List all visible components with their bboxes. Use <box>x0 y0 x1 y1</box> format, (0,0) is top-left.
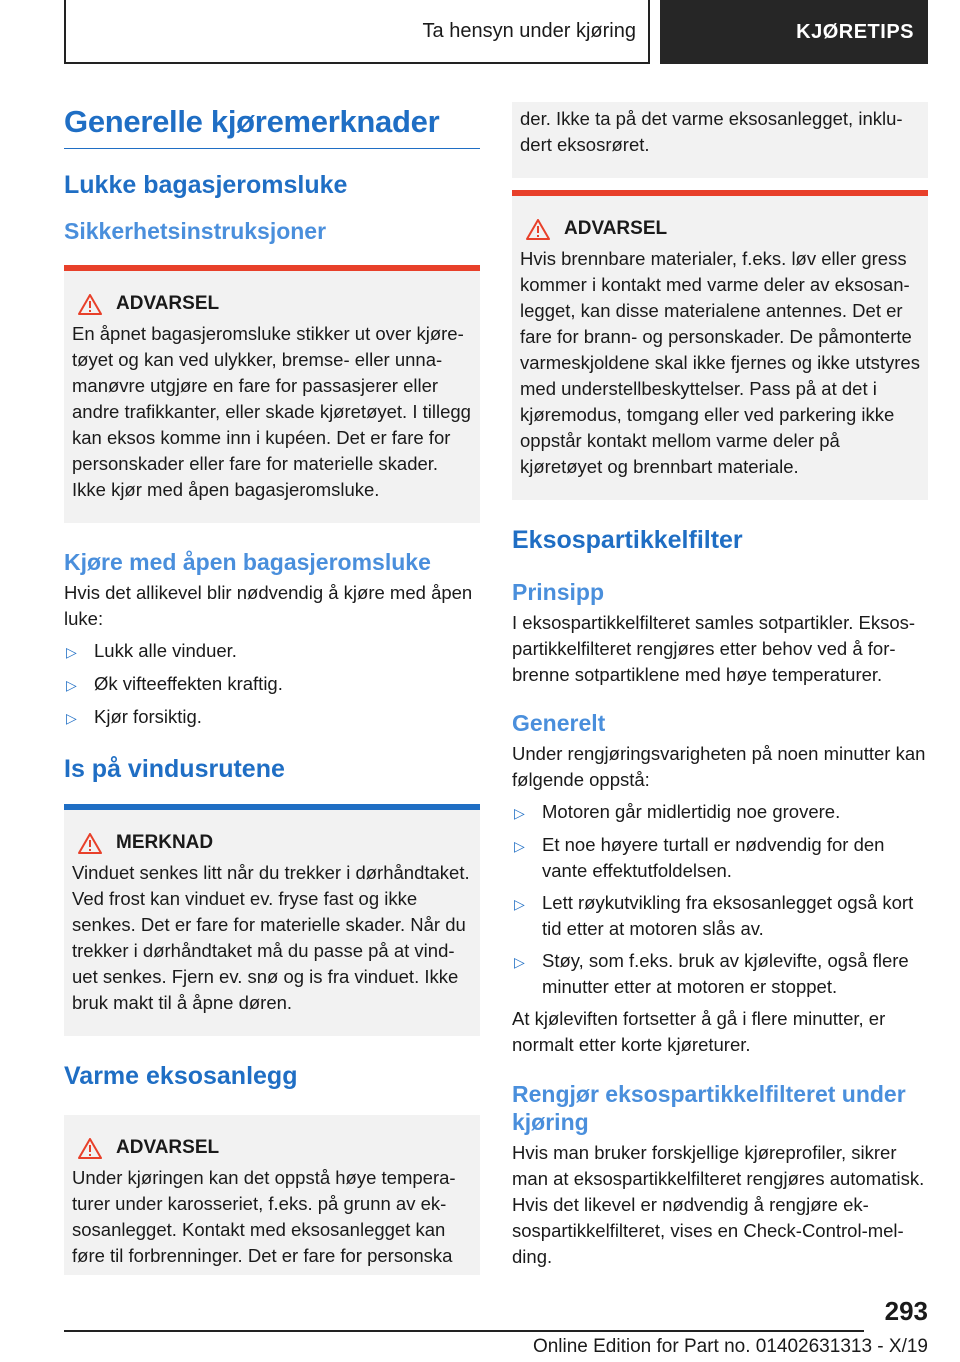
paragraph-generelt: Under rengjøringsvarigheten på noen minutter kan følgende oppstå: <box>512 743 926 790</box>
warning-title <box>520 218 920 240</box>
heading-eksospartikkelfilter: Eksospartikkelfilter <box>512 526 743 554</box>
warning-triangle-icon <box>78 833 102 854</box>
triangle-bullet-icon: ▷ <box>66 710 77 726</box>
heading-varme-eksosanlegg: Varme eksosanlegg <box>64 1062 298 1090</box>
warning-text: Hvis brennbare materialer, f.eks. løv eller gress kommer i kontakt med varme deler av eksosanlegget, kan disse materialene antennes. Det er fare for brann- og personskader. De påmonterte varmeskjoldene skal ikke fjernes og ikke utstyres med understellbeskyttelser. Pass på at det i kjøremodus, tomgang eller ved parkering ikke oppstår kontakt mellom varme deler på kjøretøyet og brennbart materiale. <box>520 248 920 477</box>
paragraph-rengjor: Hvis man bruker forskjellige kjøreprofiler, sikrer man at eksospartikkelfilteret rengjøres automatisk. Hvis det likevel er nødvendig å rengjøre eksospartikkelfilteret, vises en Check-Control-melding. <box>512 1142 925 1267</box>
list-generelt <box>512 799 928 1000</box>
heading-sikkerhetsinstruksjoner: Sikkerhetsinstruksjoner <box>64 218 327 244</box>
page-number: 293 <box>884 1296 928 1326</box>
triangle-bullet-icon: ▷ <box>66 677 77 693</box>
heading-generelt: Generelt <box>512 710 606 736</box>
warning-box-eksos-continued <box>512 102 928 178</box>
warning-box-eksos <box>64 1115 480 1275</box>
list-item: ▷ Lukk alle vinduer. <box>64 638 480 665</box>
paragraph-kjore-med-apen: Hvis det allikevel blir nødvendig å kjøre med åpen luke: <box>64 582 473 629</box>
warning-text-continued: der. Ikke ta på det varme eksosanlegget, inkludert eksosrøret. <box>520 108 903 155</box>
footer-divider <box>64 1330 864 1332</box>
list-item: ▷ Motoren går midlertidig noe grovere. <box>512 799 928 826</box>
footer-edition: Online Edition for Part no. 01402631313 - X/19 <box>532 1336 928 1357</box>
triangle-bullet-icon: ▷ <box>514 896 525 912</box>
warning-box-brennbare <box>512 190 928 500</box>
triangle-bullet-icon: ▷ <box>514 838 525 854</box>
warning-triangle-icon <box>78 1138 102 1159</box>
section-title: Ta hensyn under kjøring <box>64 0 650 64</box>
warning-text: Under kjøringen kan det oppstå høye temperaturer under karosseriet, f.eks. på grunn av eksosanlegget. Kontakt med eksosanlegget kan føre til forbrenninger. Det er fare for personska <box>72 1167 456 1266</box>
note-title <box>72 832 472 854</box>
chapter-title: KJØRETIPS <box>660 0 928 64</box>
warning-triangle-icon <box>526 219 550 240</box>
list-item: ▷ Kjør forsiktig. <box>64 704 480 731</box>
warning-label: ADVARSEL <box>116 293 220 314</box>
list-kjore-med-apen <box>64 638 480 731</box>
list-item: ▷ Lett røykutvikling fra eksosanlegget også kort tid etter at motoren slås av. <box>512 890 928 942</box>
warning-box-bagasjeromsluke <box>64 265 480 523</box>
note-text: Vinduet senkes litt når du trekker i dørhåndtaket. Ved frost kan vinduet ev. fryse fast og ikke senkes. Det er fare for materielle skader. Når du trekker i dørhåndtaket må du passe på at vinduet senkes. Fjern ev. snø og is fra vinduet. Ikke bruk makt til å åpne døren. <box>72 862 470 1013</box>
heading-is-pa-vindusrutene: Is på vindusrutene <box>64 755 285 783</box>
heading-rengjor-under-kjoring: Rengjør eksospartikkelfilteret under kjøring <box>512 1081 906 1135</box>
triangle-bullet-icon: ▷ <box>514 805 525 821</box>
warning-title <box>72 293 472 315</box>
page-title: Generelle kjøremerknader <box>64 100 480 149</box>
list-item: ▷ Øk vifteeffekten kraftig. <box>64 671 480 698</box>
right-column <box>512 102 928 1270</box>
paragraph-kjolevifte: At kjøleviften fortsetter å gå i flere minutter, er normalt etter korte kjøreturer. <box>512 1008 886 1055</box>
warning-text: En åpnet bagasjeromsluke stikker ut over kjøretøyet og kan ved ulykker, bremse- eller unnamanøvre utgjøre en fare for passasjerer eller andre trafikkanter, eller skade kjøretøyet. I tillegg kan eksos komme inn i kupéen. Det er fare for personskader eller fare for materielle skader. Ikke kjør med åpen bagasjeromsluke. <box>72 323 471 500</box>
paragraph-prinsipp: I eksospartikkelfilteret samles sotpartikler. Eksospartikkelfilteret rengjøres etter behov ved å forbrenne sotpartiklene med høye temperaturer. <box>512 612 916 685</box>
warning-title <box>72 1137 472 1159</box>
heading-prinsipp: Prinsipp <box>512 579 605 605</box>
left-column <box>64 100 480 1275</box>
heading-kjore-med-apen-bagasjeromsluke: Kjøre med åpen bagasjeromsluke <box>64 549 431 575</box>
note-box-is <box>64 804 480 1036</box>
list-item: ▷ Et noe høyere turtall er nødvendig for den vante effektutfoldelsen. <box>512 832 928 884</box>
warning-triangle-icon <box>78 294 102 315</box>
page-header <box>64 0 928 64</box>
warning-label: ADVARSEL <box>116 1137 220 1158</box>
heading-lukke-bagasjeromsluke: Lukke bagasjeromsluke <box>64 171 348 199</box>
triangle-bullet-icon: ▷ <box>514 954 525 970</box>
triangle-bullet-icon: ▷ <box>66 644 77 660</box>
warning-label: ADVARSEL <box>564 218 668 239</box>
list-item: ▷ Støy, som f.eks. bruk av kjølevifte, også flere minutter etter at motoren er stoppet. <box>512 948 928 1000</box>
note-label: MERKNAD <box>116 832 214 853</box>
